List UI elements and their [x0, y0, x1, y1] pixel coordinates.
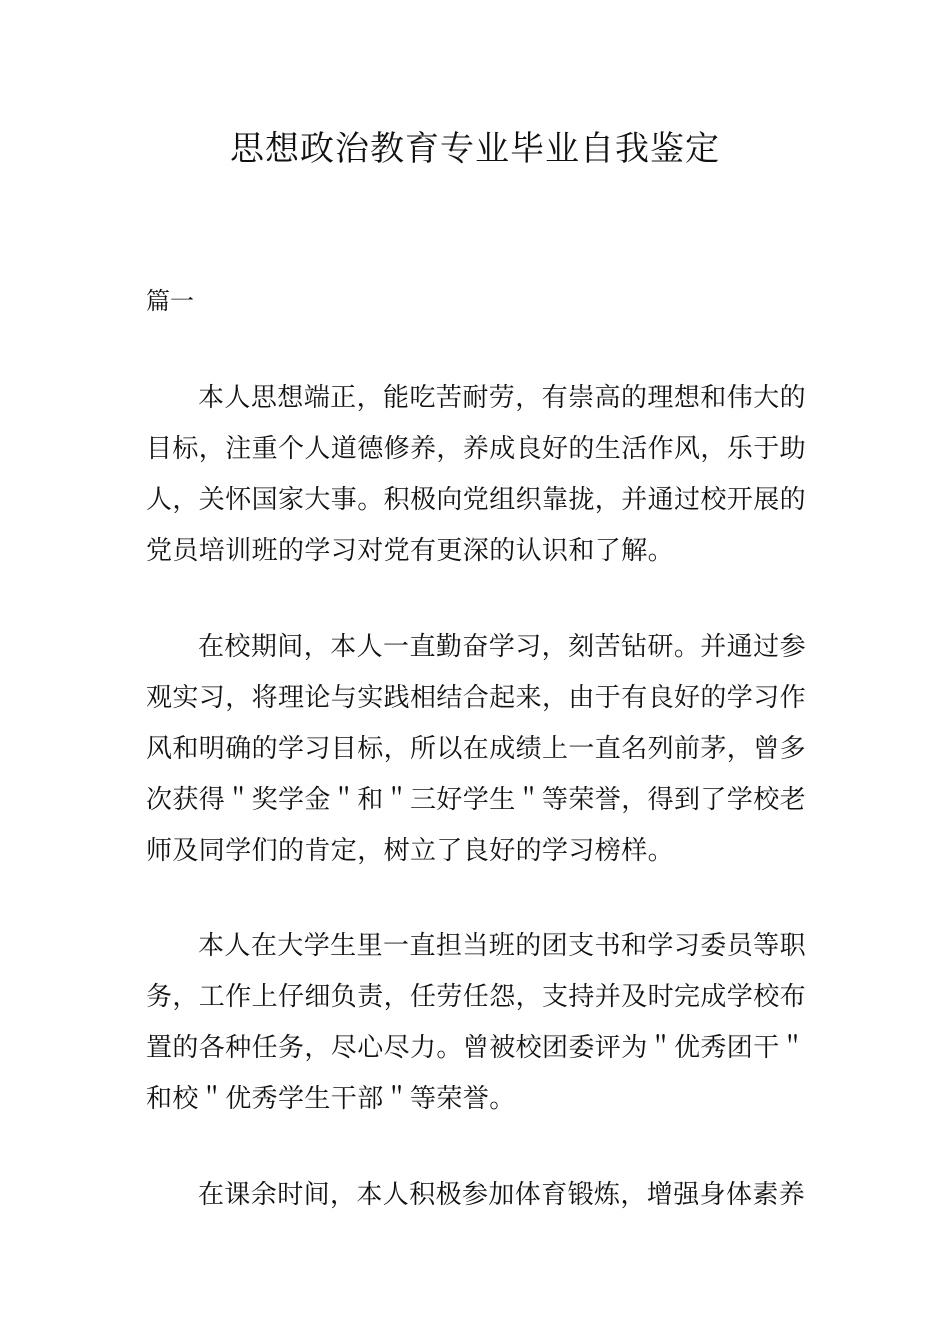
paragraph-4: 在课余时间，本人积极参加体育锻炼，增强身体素养: [198, 1180, 806, 1210]
paragraph-2: 在校期间，本人一直勤奋学习，刻苦钻研。并通过参观实习，将理论与实践相结合起来，由于有良好的学习作风和明确的学习目标，所以在成绩上一直名列前茅，曾多次获得＂奖学金＂和＂三好学生＂等荣誉，得到了学校老师及同学们的肯定，树立了良好的学习榜样。: [146, 632, 807, 866]
paragraph-1: 本人思想端正，能吃苦耐劳，有崇高的理想和伟大的目标，注重个人道德修养，养成良好的生活作风，乐于助人，关怀国家大事。积极向党组织靠拢，并通过校开展的党员培训班的学习对党有更深的认识和了解。: [146, 383, 807, 566]
document-title: 思想政治教育专业毕业自我鉴定: [230, 129, 720, 169]
section-label: 篇一: [146, 287, 194, 315]
paragraph-3: 本人在大学生里一直担当班的团支书和学习委员等职务，工作上仔细负责，任劳任怨，支持并及时完成学校布置的各种任务，尽心尽力。曾被校团委评为＂优秀团干＂和校＂优秀学生干部＂等荣誉。: [146, 931, 807, 1114]
